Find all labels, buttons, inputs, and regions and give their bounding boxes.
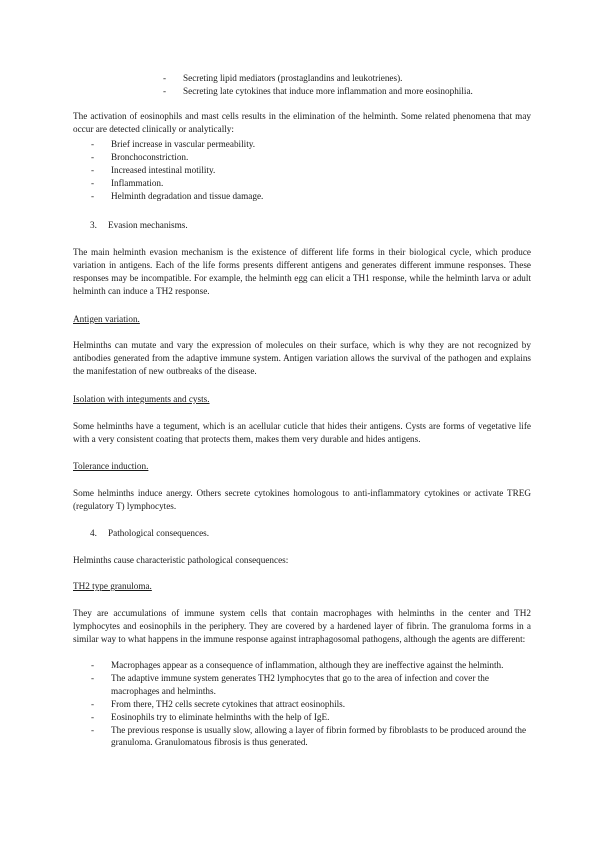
list-item: - The adaptive immune system generates TH2 lymphocytes that go to the area of infection and cover the macrophages and helminths.	[91, 672, 489, 696]
list-item: - The previous response is usually slow, allowing a layer of fibrin formed by fibroblasts to be produced around the granuloma. Granulomatous fibrosis is thus generated.	[91, 724, 527, 748]
evasion-paragraph: The main helminth evasion mechanism is the existence of different life forms in their biological cycle, which produce variation in antigens. Each of the life forms presents different antigens and generates different immune responses. These responses may be incompatible. For example, the helminth egg can elicit a TH1 response, while the helminth larva or adult helminth can induce a TH2 response.	[73, 247, 531, 296]
antigen-variation-heading: Antigen variation.	[73, 314, 140, 324]
list-item: - Macrophages appear as a consequence of inflammation, although they are ineffective against the helminth.	[91, 660, 504, 670]
isolation-heading: Isolation with integuments and cysts.	[73, 394, 210, 404]
list-item: - Brief increase in vascular permeability.	[91, 139, 256, 149]
list-item: - Secreting lipid mediators (prostaglandins and leukotrienes).	[163, 73, 403, 83]
pathological-intro: Helminths cause characteristic pathological consequences:	[73, 555, 289, 565]
granuloma-heading: TH2 type granuloma.	[73, 581, 152, 591]
tolerance-paragraph: Some helminths induce anergy. Others secrete cytokines homologous to anti-inflammatory cytokines or activate TREG (regulatory T) lymphocytes.	[73, 488, 531, 511]
isolation-paragraph: Some helminths have a tegument, which is an acellular cuticle that hides their antigens. Cysts are forms of vegetative life with a very consistent coating that protects them, makes them very durable and hides antigens.	[73, 421, 531, 444]
granuloma-list	[91, 659, 531, 749]
section-4-heading: 4. Pathological consequences.	[90, 528, 210, 538]
list-item: - Secreting late cytokines that induce more inflammation and more eosinophilia.	[163, 85, 473, 96]
list-item: - From there, TH2 cells secrete cytokines that attract eosinophils.	[91, 698, 346, 709]
phenomena-list	[91, 138, 511, 203]
list-item: - Eosinophils try to eliminate helminths with the help of IgE.	[91, 711, 330, 722]
list-item: - Bronchoconstriction.	[91, 151, 189, 162]
tolerance-heading: Tolerance induction.	[73, 461, 149, 471]
list-item: - Increased intestinal motility.	[91, 164, 216, 175]
antigen-variation-paragraph: Helminths can mutate and vary the expression of molecules on their surface, which is why they are not recognized by antibodies generated from the adaptive immune system. Antigen variation allows the survival of the pathogen and explains the manifestation of new outbreaks of the disease.	[73, 340, 531, 376]
granuloma-paragraph: They are accumulations of immune system cells that contain macrophages with helminths in the center and TH2 lymphocytes and eosinophils in the periphery. They are covered by a hardened layer of fibrin. The granuloma forms in a similar way to what happens in the immune response against intraphagosomal pathogens, although the agents are different:	[73, 608, 531, 644]
list-item: - Helminth degradation and tissue damage.	[91, 190, 264, 201]
activation-paragraph: The activation of eosinophils and mast cells results in the elimination of the helminth. Some related phenomena that may occur are detected clinically or analytically:	[73, 111, 531, 134]
secretion-list	[163, 72, 513, 98]
list-item: - Inflammation.	[91, 177, 164, 188]
section-3-heading: 3. Evasion mechanisms.	[90, 220, 188, 230]
